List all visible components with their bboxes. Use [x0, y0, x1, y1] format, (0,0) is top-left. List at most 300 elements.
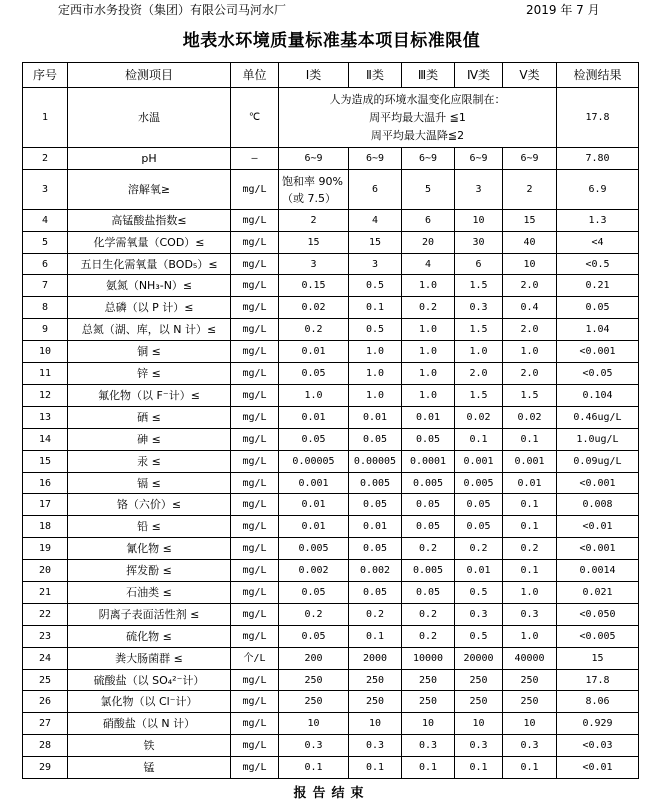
class-2-limit: 1.0 — [349, 341, 402, 363]
class-2-limit: 0.05 — [349, 538, 402, 560]
class-1-limit: 0.15 — [279, 275, 349, 297]
class-3-limit: 0.2 — [402, 297, 455, 319]
row-number: 9 — [23, 319, 68, 341]
item-name: 铅 ≤ — [68, 516, 231, 538]
class-4-limit: 6 — [455, 254, 503, 275]
class-4-limit: 0.05 — [455, 494, 503, 516]
class-5-limit: 10 — [503, 713, 557, 735]
class-2-limit: 0.1 — [349, 297, 402, 319]
row-number: 17 — [23, 494, 68, 516]
class-5-limit: 0.1 — [503, 560, 557, 582]
class-5-limit: 40 — [503, 232, 557, 254]
class-1-limit: 0.01 — [279, 494, 349, 516]
unit: mg/L — [231, 363, 279, 385]
table-row — [23, 670, 639, 691]
item-name: 硫化物 ≤ — [68, 626, 231, 648]
unit: mg/L — [231, 582, 279, 604]
class-5-limit: 0.4 — [503, 297, 557, 319]
item-name: 氨氮（NH₃-N）≤ — [68, 275, 231, 297]
class-5-limit: 40000 — [503, 648, 557, 670]
class-2-limit: 15 — [349, 232, 402, 254]
class-2-limit: 3 — [349, 254, 402, 275]
test-result: <0.01 — [557, 757, 639, 779]
class-2-limit: 0.1 — [349, 626, 402, 648]
row-number: 20 — [23, 560, 68, 582]
unit: mg/L — [231, 735, 279, 757]
item-name: 石油类 ≤ — [68, 582, 231, 604]
unit: mg/L — [231, 713, 279, 735]
row-number: 15 — [23, 451, 68, 473]
class-5-limit: 2.0 — [503, 363, 557, 385]
class-1-limit: 0.3 — [279, 735, 349, 757]
item-name: 总磷（以 P 计）≤ — [68, 297, 231, 319]
class-1-limit: 0.01 — [279, 516, 349, 538]
test-result: 8.06 — [557, 691, 639, 713]
class-2-limit: 0.002 — [349, 560, 402, 582]
class-3-limit: 0.05 — [402, 516, 455, 538]
table-row — [23, 254, 639, 275]
test-result: 0.929 — [557, 713, 639, 735]
row-number: 11 — [23, 363, 68, 385]
row-number: 1 — [23, 88, 68, 148]
class-5-limit: 1.0 — [503, 626, 557, 648]
class-4-limit: 1.5 — [455, 385, 503, 407]
class-1-limit: 0.002 — [279, 560, 349, 582]
item-name: 砷 ≤ — [68, 429, 231, 451]
class-3-limit: 0.005 — [402, 560, 455, 582]
row-number: 27 — [23, 713, 68, 735]
test-result: 17.8 — [557, 670, 639, 691]
class-3-limit: 4 — [402, 254, 455, 275]
item-name: 化学需氧量（COD）≤ — [68, 232, 231, 254]
class-2-limit: 250 — [349, 691, 402, 713]
class-5-limit: 0.02 — [503, 407, 557, 429]
test-result: <0.005 — [557, 626, 639, 648]
report-end: 报告结束 — [293, 786, 370, 801]
table-row — [23, 170, 639, 210]
unit: — — [231, 148, 279, 170]
class-2-limit: 250 — [349, 670, 402, 691]
table-row — [23, 516, 639, 538]
class-2-limit: 0.2 — [349, 604, 402, 626]
class-5-limit: 10 — [503, 254, 557, 275]
class-2-limit: 1.0 — [349, 385, 402, 407]
item-name: 总氮（湖、库，以 N 计）≤ — [68, 319, 231, 341]
class-5-limit: 0.1 — [503, 516, 557, 538]
class-4-limit: 0.3 — [455, 604, 503, 626]
item-name: 锌 ≤ — [68, 363, 231, 385]
test-result: <0.001 — [557, 473, 639, 494]
unit: mg/L — [231, 538, 279, 560]
class-4-limit: 0.3 — [455, 735, 503, 757]
row-number: 16 — [23, 473, 68, 494]
table-row — [23, 275, 639, 297]
item-name: 汞 ≤ — [68, 451, 231, 473]
class-5-limit: 6~9 — [503, 148, 557, 170]
class-1-limit: 250 — [279, 691, 349, 713]
class-4-limit: 10 — [455, 713, 503, 735]
unit: mg/L — [231, 757, 279, 779]
col-class-2-header: Ⅱ类 — [349, 63, 402, 88]
class-2-limit: 0.00005 — [349, 451, 402, 473]
row-number: 28 — [23, 735, 68, 757]
class-3-limit: 1.0 — [402, 275, 455, 297]
test-result: 0.05 — [557, 297, 639, 319]
col-class-1-header: Ⅰ类 — [279, 63, 349, 88]
class-1-limit: 0.05 — [279, 626, 349, 648]
class-2-limit: 10 — [349, 713, 402, 735]
unit: mg/L — [231, 210, 279, 232]
class-4-limit: 10 — [455, 210, 503, 232]
class-2-limit: 0.01 — [349, 516, 402, 538]
item-name: 高锰酸盐指数≤ — [68, 210, 231, 232]
test-result: <0.001 — [557, 341, 639, 363]
item-name: 水温 — [68, 88, 231, 148]
class-5-limit: 0.3 — [503, 604, 557, 626]
row-number: 23 — [23, 626, 68, 648]
table-row — [23, 148, 639, 170]
class-3-limit: 6~9 — [402, 148, 455, 170]
class-5-limit: 0.2 — [503, 538, 557, 560]
item-name: 硒 ≤ — [68, 407, 231, 429]
class-1-limit: 0.01 — [279, 341, 349, 363]
class-5-limit: 250 — [503, 691, 557, 713]
company-name: 定西市水务投资（集团）有限公司马河水厂 — [58, 3, 287, 17]
unit: mg/L — [231, 626, 279, 648]
class-5-limit: 0.1 — [503, 429, 557, 451]
class-3-limit: 10000 — [402, 648, 455, 670]
row-number: 21 — [23, 582, 68, 604]
row-number: 6 — [23, 254, 68, 275]
class-5-limit: 1.0 — [503, 582, 557, 604]
table-row — [23, 210, 639, 232]
class-2-limit: 0.1 — [349, 757, 402, 779]
class-1-limit: 3 — [279, 254, 349, 275]
table-row — [23, 451, 639, 473]
item-name: 铁 — [68, 735, 231, 757]
class-4-limit: 0.5 — [455, 582, 503, 604]
class-3-limit: 6 — [402, 210, 455, 232]
col-item-header: 检测项目 — [68, 63, 231, 88]
class-4-limit: 0.3 — [455, 297, 503, 319]
table-row — [23, 88, 639, 148]
class-4-limit: 0.01 — [455, 560, 503, 582]
temperature-note: 人为造成的环境水温变化应限制在： 周平均最大温升 ≦1 周平均最大温降≦2 — [279, 88, 557, 148]
test-result: <0.05 — [557, 363, 639, 385]
test-result: 17.8 — [557, 88, 639, 148]
class-1-limit: 饱和率 90% （或 7.5） — [279, 170, 349, 210]
class-5-limit: 0.3 — [503, 735, 557, 757]
table-row — [23, 735, 639, 757]
class-1-limit: 10 — [279, 713, 349, 735]
class-4-limit: 30 — [455, 232, 503, 254]
test-result: <0.03 — [557, 735, 639, 757]
test-result: 6.9 — [557, 170, 639, 210]
class-1-limit: 0.2 — [279, 319, 349, 341]
unit: ℃ — [231, 88, 279, 148]
class-4-limit: 0.5 — [455, 626, 503, 648]
unit: mg/L — [231, 297, 279, 319]
table-row — [23, 538, 639, 560]
class-4-limit: 0.001 — [455, 451, 503, 473]
class-1-limit: 1.0 — [279, 385, 349, 407]
test-result: 0.0014 — [557, 560, 639, 582]
class-4-limit: 2.0 — [455, 363, 503, 385]
class-3-limit: 250 — [402, 691, 455, 713]
item-name: 镉 ≤ — [68, 473, 231, 494]
report-date: 2019 年 7 月 — [526, 3, 600, 17]
class-3-limit: 250 — [402, 670, 455, 691]
test-result: 15 — [557, 648, 639, 670]
table-row — [23, 407, 639, 429]
class-2-limit: 0.005 — [349, 473, 402, 494]
test-result: 0.008 — [557, 494, 639, 516]
row-number: 7 — [23, 275, 68, 297]
class-5-limit: 2.0 — [503, 275, 557, 297]
unit: mg/L — [231, 691, 279, 713]
test-result: <0.01 — [557, 516, 639, 538]
class-3-limit: 0.2 — [402, 604, 455, 626]
class-2-limit: 4 — [349, 210, 402, 232]
class-1-limit: 2 — [279, 210, 349, 232]
class-4-limit: 20000 — [455, 648, 503, 670]
item-name: 挥发酚 ≤ — [68, 560, 231, 582]
table-row — [23, 385, 639, 407]
standards-table — [22, 62, 639, 779]
class-4-limit: 1.0 — [455, 341, 503, 363]
unit: mg/L — [231, 407, 279, 429]
table-row — [23, 757, 639, 779]
class-4-limit: 1.5 — [455, 319, 503, 341]
item-name: 氟化物（以 F⁻计）≤ — [68, 385, 231, 407]
item-name: 氯化物（以 Cl⁻计） — [68, 691, 231, 713]
class-3-limit: 0.05 — [402, 494, 455, 516]
class-5-limit: 0.001 — [503, 451, 557, 473]
class-3-limit: 0.05 — [402, 429, 455, 451]
unit: mg/L — [231, 341, 279, 363]
class-4-limit: 1.5 — [455, 275, 503, 297]
test-result: 7.80 — [557, 148, 639, 170]
class-4-limit: 250 — [455, 691, 503, 713]
class-5-limit: 250 — [503, 670, 557, 691]
test-result: 1.3 — [557, 210, 639, 232]
class-1-limit: 0.05 — [279, 429, 349, 451]
class-4-limit: 6~9 — [455, 148, 503, 170]
test-result: 0.021 — [557, 582, 639, 604]
row-number: 14 — [23, 429, 68, 451]
class-1-limit: 6~9 — [279, 148, 349, 170]
class-5-limit: 2.0 — [503, 319, 557, 341]
table-row — [23, 713, 639, 735]
item-name: pH — [68, 148, 231, 170]
item-name: 铬（六价）≤ — [68, 494, 231, 516]
row-number: 12 — [23, 385, 68, 407]
item-name: 锰 — [68, 757, 231, 779]
class-3-limit: 0.1 — [402, 757, 455, 779]
class-3-limit: 1.0 — [402, 341, 455, 363]
class-3-limit: 0.005 — [402, 473, 455, 494]
unit: mg/L — [231, 516, 279, 538]
class-2-limit: 0.3 — [349, 735, 402, 757]
class-5-limit: 2 — [503, 170, 557, 210]
col-class-4-header: Ⅳ类 — [455, 63, 503, 88]
unit: 个/L — [231, 648, 279, 670]
table-row — [23, 604, 639, 626]
table-row — [23, 232, 639, 254]
class-3-limit: 20 — [402, 232, 455, 254]
class-4-limit: 0.005 — [455, 473, 503, 494]
test-result: <4 — [557, 232, 639, 254]
class-4-limit: 0.1 — [455, 757, 503, 779]
col-result-header: 检测结果 — [557, 63, 639, 88]
test-result: <0.001 — [557, 538, 639, 560]
class-2-limit: 1.0 — [349, 363, 402, 385]
col-no-header: 序号 — [23, 63, 68, 88]
item-name: 铜 ≤ — [68, 341, 231, 363]
row-number: 10 — [23, 341, 68, 363]
class-5-limit: 15 — [503, 210, 557, 232]
unit: mg/L — [231, 275, 279, 297]
table-row — [23, 560, 639, 582]
row-number: 22 — [23, 604, 68, 626]
class-2-limit: 0.05 — [349, 582, 402, 604]
unit: mg/L — [231, 319, 279, 341]
row-number: 4 — [23, 210, 68, 232]
unit: mg/L — [231, 385, 279, 407]
class-3-limit: 0.01 — [402, 407, 455, 429]
class-2-limit: 0.05 — [349, 429, 402, 451]
class-5-limit: 0.01 — [503, 473, 557, 494]
class-3-limit: 0.0001 — [402, 451, 455, 473]
test-result: 1.04 — [557, 319, 639, 341]
item-name: 硫酸盐（以 SO₄²⁻计） — [68, 670, 231, 691]
class-1-limit: 250 — [279, 670, 349, 691]
item-name: 溶解氧≥ — [68, 170, 231, 210]
class-4-limit: 250 — [455, 670, 503, 691]
row-number: 24 — [23, 648, 68, 670]
class-3-limit: 5 — [402, 170, 455, 210]
class-4-limit: 0.2 — [455, 538, 503, 560]
class-1-limit: 0.05 — [279, 363, 349, 385]
class-1-limit: 0.2 — [279, 604, 349, 626]
unit: mg/L — [231, 170, 279, 210]
unit: mg/L — [231, 473, 279, 494]
class-1-limit: 0.1 — [279, 757, 349, 779]
test-result: 0.46ug/L — [557, 407, 639, 429]
row-number: 25 — [23, 670, 68, 691]
test-result: 0.104 — [557, 385, 639, 407]
class-3-limit: 0.2 — [402, 626, 455, 648]
class-2-limit: 0.5 — [349, 275, 402, 297]
col-class-3-header: Ⅲ类 — [402, 63, 455, 88]
test-result: 0.09ug/L — [557, 451, 639, 473]
class-3-limit: 10 — [402, 713, 455, 735]
class-2-limit: 6~9 — [349, 148, 402, 170]
unit: mg/L — [231, 429, 279, 451]
table-row — [23, 648, 639, 670]
row-number: 13 — [23, 407, 68, 429]
class-3-limit: 1.0 — [402, 319, 455, 341]
class-1-limit: 15 — [279, 232, 349, 254]
row-number: 8 — [23, 297, 68, 319]
class-1-limit: 0.00005 — [279, 451, 349, 473]
class-1-limit: 0.001 — [279, 473, 349, 494]
table-header-row — [23, 63, 639, 88]
row-number: 2 — [23, 148, 68, 170]
class-5-limit: 1.0 — [503, 341, 557, 363]
class-3-limit: 1.0 — [402, 385, 455, 407]
page-title: 地表水环境质量标准基本项目标准限值 — [182, 31, 481, 51]
test-result: 0.21 — [557, 275, 639, 297]
class-3-limit: 0.05 — [402, 582, 455, 604]
item-name: 阴离子表面活性剂 ≤ — [68, 604, 231, 626]
class-5-limit: 0.1 — [503, 494, 557, 516]
item-name: 硝酸盐（以 N 计） — [68, 713, 231, 735]
class-2-limit: 6 — [349, 170, 402, 210]
item-name: 氰化物 ≤ — [68, 538, 231, 560]
row-number: 3 — [23, 170, 68, 210]
class-1-limit: 0.02 — [279, 297, 349, 319]
class-4-limit: 0.02 — [455, 407, 503, 429]
row-number: 19 — [23, 538, 68, 560]
unit: mg/L — [231, 232, 279, 254]
unit: mg/L — [231, 494, 279, 516]
table-row — [23, 319, 639, 341]
item-name: 五日生化需氧量（BOD₅）≤ — [68, 254, 231, 275]
class-1-limit: 0.05 — [279, 582, 349, 604]
class-3-limit: 0.3 — [402, 735, 455, 757]
item-name: 粪大肠菌群 ≤ — [68, 648, 231, 670]
unit: mg/L — [231, 451, 279, 473]
row-number: 5 — [23, 232, 68, 254]
class-2-limit: 0.01 — [349, 407, 402, 429]
class-2-limit: 2000 — [349, 648, 402, 670]
row-number: 29 — [23, 757, 68, 779]
table-row — [23, 429, 639, 451]
test-result: 1.0ug/L — [557, 429, 639, 451]
col-unit-header: 单位 — [231, 63, 279, 88]
table-row — [23, 363, 639, 385]
unit: mg/L — [231, 560, 279, 582]
unit: mg/L — [231, 254, 279, 275]
class-2-limit: 0.05 — [349, 494, 402, 516]
class-5-limit: 0.1 — [503, 757, 557, 779]
table-row — [23, 582, 639, 604]
class-1-limit: 200 — [279, 648, 349, 670]
class-4-limit: 0.1 — [455, 429, 503, 451]
class-2-limit: 0.5 — [349, 319, 402, 341]
class-5-limit: 1.5 — [503, 385, 557, 407]
class-4-limit: 3 — [455, 170, 503, 210]
test-result: <0.050 — [557, 604, 639, 626]
class-3-limit: 1.0 — [402, 363, 455, 385]
class-3-limit: 0.2 — [402, 538, 455, 560]
class-1-limit: 0.005 — [279, 538, 349, 560]
table-row — [23, 473, 639, 494]
test-result: <0.5 — [557, 254, 639, 275]
table-row — [23, 494, 639, 516]
col-class-5-header: Ⅴ类 — [503, 63, 557, 88]
row-number: 26 — [23, 691, 68, 713]
table-row — [23, 341, 639, 363]
row-number: 18 — [23, 516, 68, 538]
class-1-limit: 0.01 — [279, 407, 349, 429]
table-row — [23, 691, 639, 713]
table-row — [23, 626, 639, 648]
table-row — [23, 297, 639, 319]
unit: mg/L — [231, 670, 279, 691]
class-4-limit: 0.05 — [455, 516, 503, 538]
